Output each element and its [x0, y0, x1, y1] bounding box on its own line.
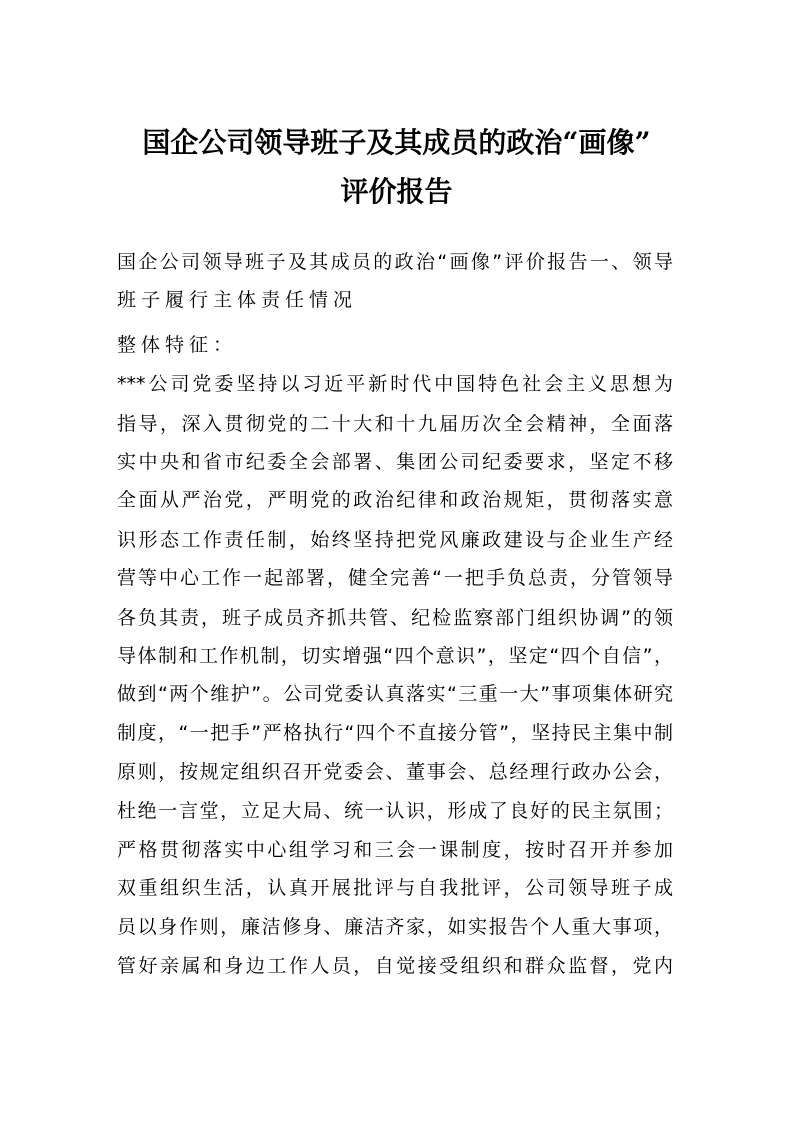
body-text-line: 班子履行主体责任情况: [117, 289, 358, 311]
body-text-line: ***公司党委坚持以习近平新时代中国特色社会主义思想为: [117, 373, 673, 395]
body-text-line: 原则，按规定组织召开党委会、董事会、总经理行政办公会，: [117, 761, 673, 783]
body-text-line: 管好亲属和身边工作人员，自觉接受组织和群众监督，党内: [117, 955, 673, 977]
document-title-line-2: 评价报告: [340, 175, 453, 208]
body-text-line: 严格贯彻落实中心组学习和三会一课制度，按时召开并参加: [117, 839, 673, 861]
body-text-line: 双重组织生活，认真开展批评与自我批评，公司领导班子成: [117, 877, 673, 899]
body-text-line: 员以身作则，廉洁修身、廉洁齐家，如实报告个人重大事项，: [117, 916, 673, 938]
body-text-line: 导体制和工作机制，切实增强“四个意识”，坚定“四个自信”，: [117, 645, 673, 667]
body-text-line: 识形态工作责任制，始终坚持把党风廉政建设与企业生产经: [117, 529, 673, 551]
body-text-line: 国企公司领导班子及其成员的政治“画像”评价报告一、领导: [117, 251, 673, 273]
body-text-line: 营等中心工作一起部署，健全完善“一把手负总责，分管领导: [117, 567, 673, 589]
document-title-line-1: 国企公司领导班子及其成员的政治“画像”: [142, 126, 651, 159]
body-text-line: 做到“两个维护”。公司党委认真落实“三重一大”事项集体研究: [117, 683, 673, 705]
body-text-line: 杜绝一言堂，立足大局、统一认识，形成了良好的民主氛围；: [117, 800, 673, 822]
body-text-line: 全面从严治党，严明党的政治纪律和政治规矩，贯彻落实意: [117, 489, 673, 511]
body-text-line: 指导，深入贯彻党的二十大和十九届历次全会精神，全面落: [117, 413, 673, 435]
body-text-line: 制度，“一把手”严格执行“四个不直接分管”，坚持民主集中制: [117, 722, 673, 744]
body-text-line: 各负其责，班子成员齐抓共管、纪检监察部门组织协调”的领: [117, 607, 673, 629]
body-text-line: 整体特征：: [117, 334, 238, 356]
body-text-line: 实中央和省市纪委全会部署、集团公司纪委要求，坚定不移: [117, 451, 673, 473]
